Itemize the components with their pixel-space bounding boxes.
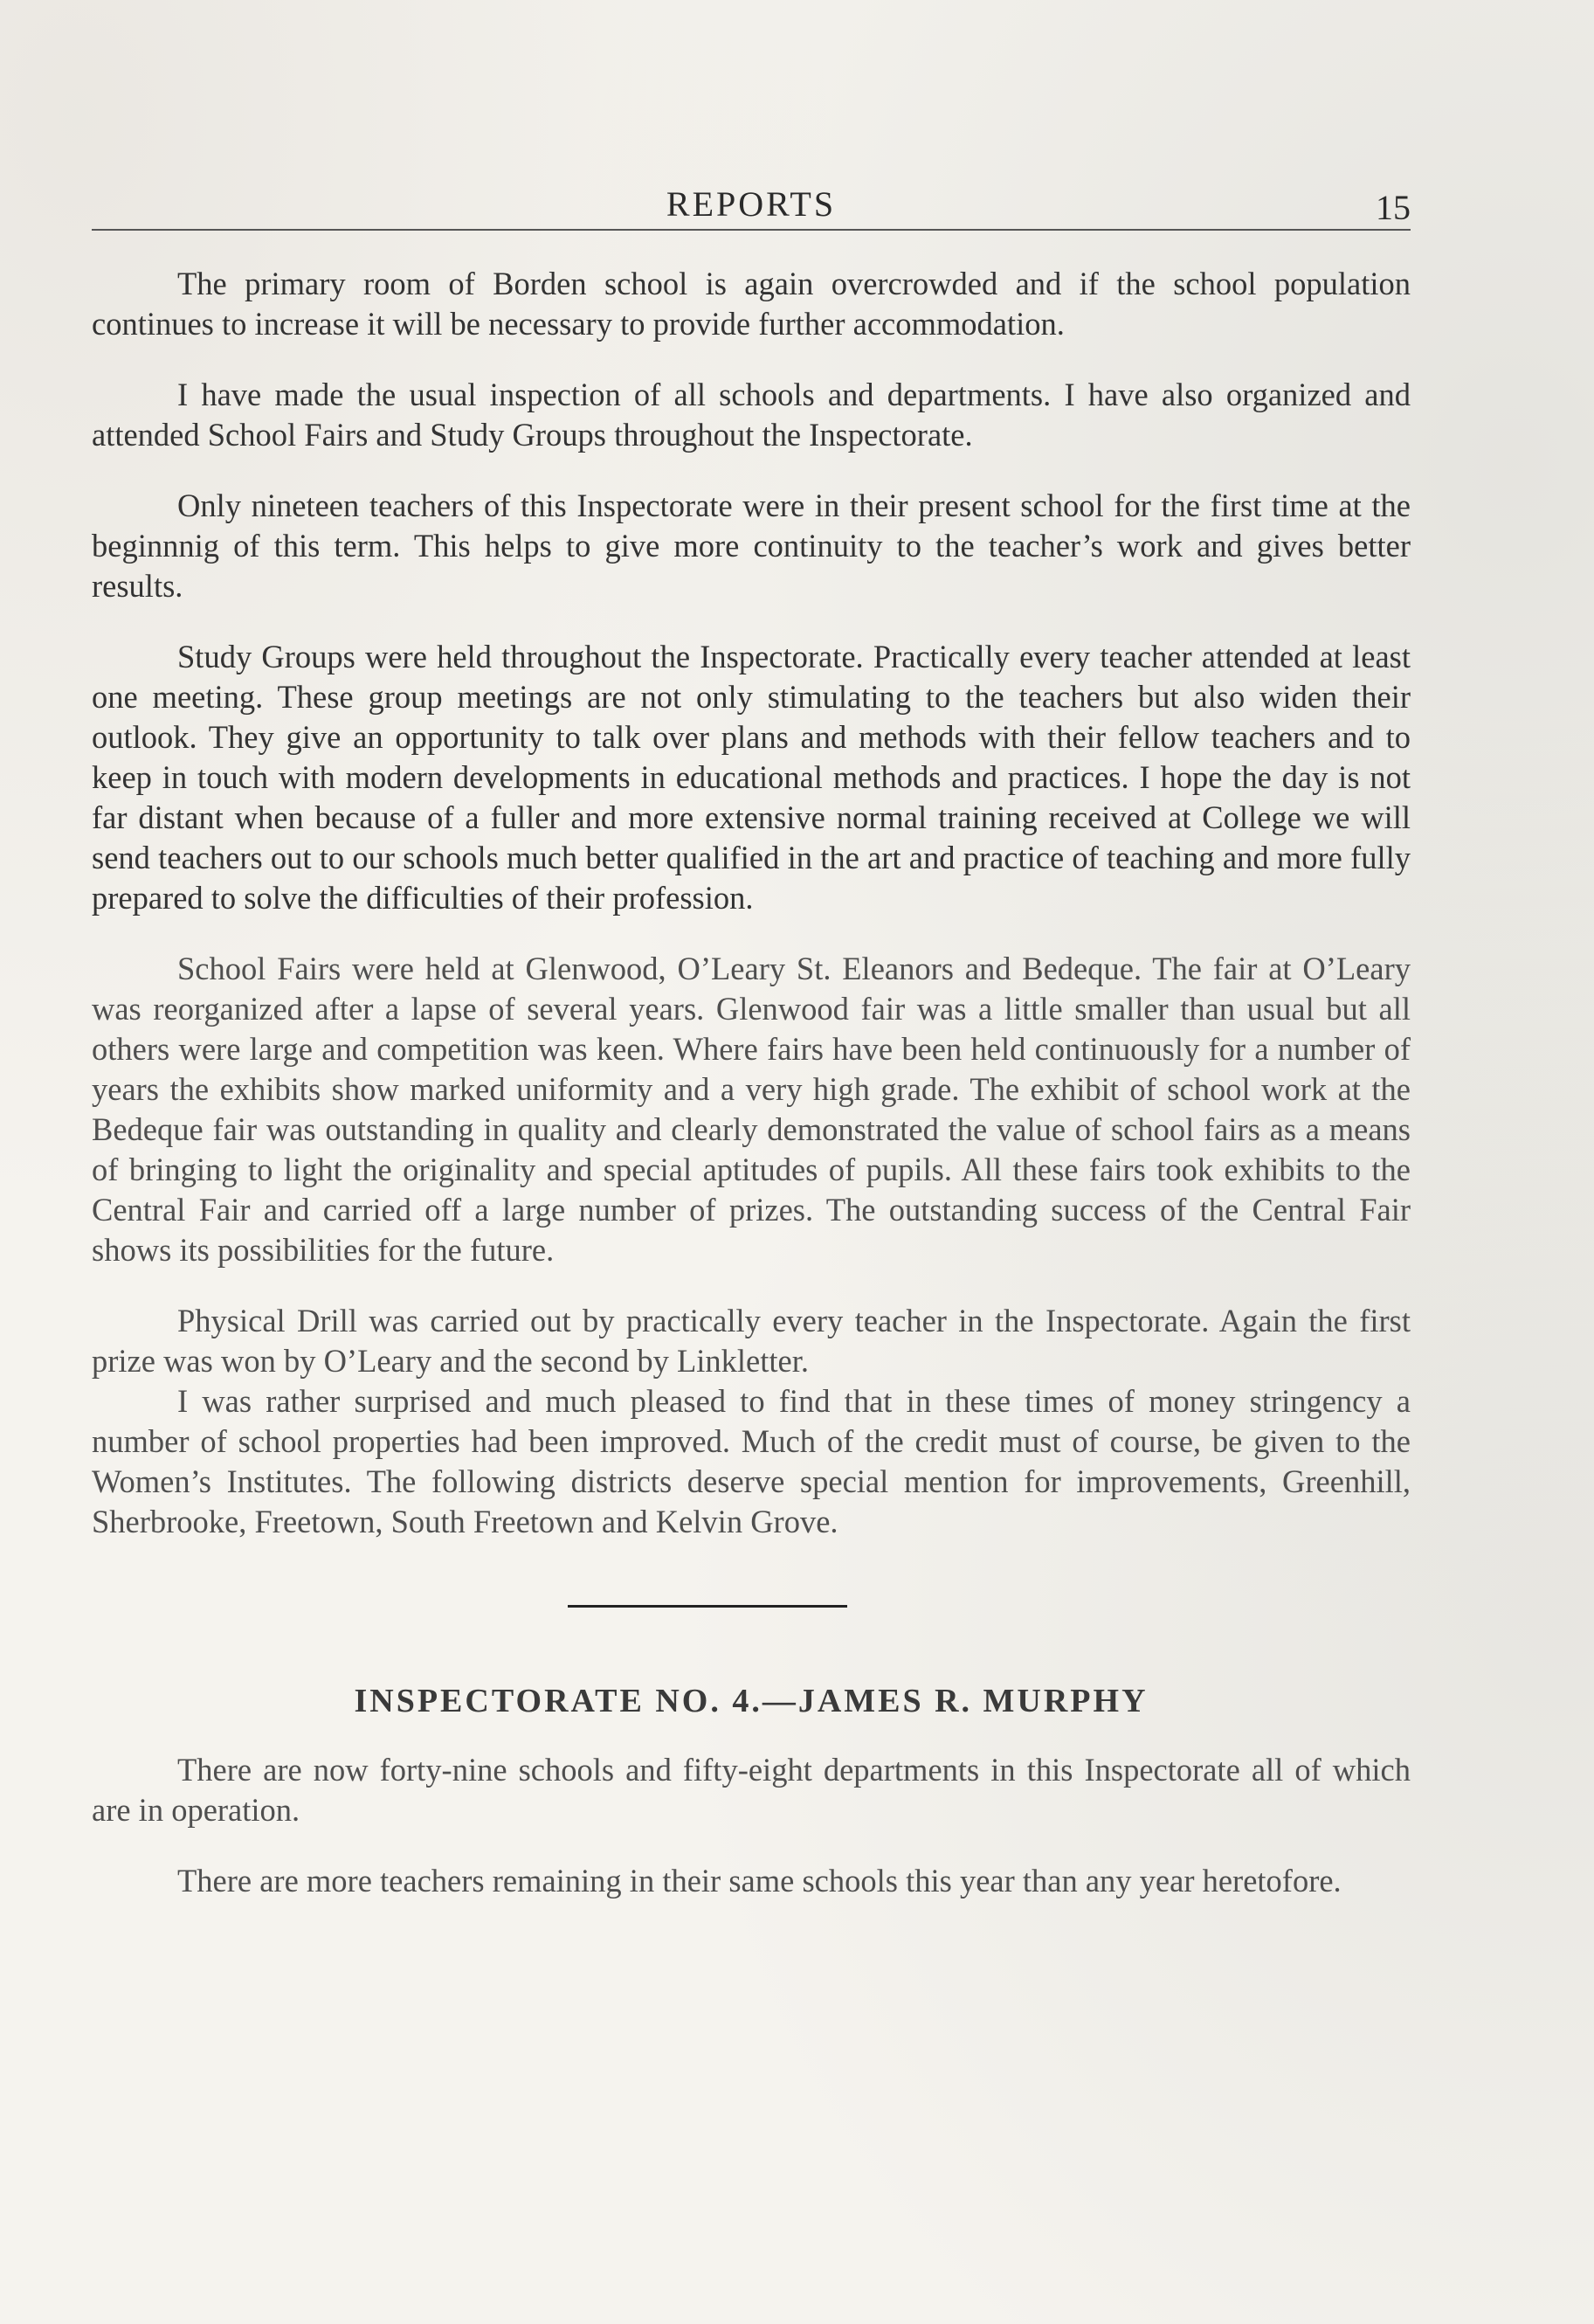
page-header	[92, 183, 1411, 232]
section-divider	[568, 1605, 847, 1608]
paragraph-teachers-remaining: There are more teachers remaining in their same schools this year than any year heretofore.	[177, 1863, 1342, 1899]
paragraph-school-properties: I was rather surprised and much pleased to find that in these times of money stringency a number of school properties had been improved. Much of the credit must of course, be given to the Women’s Institutes. The following districts deserve special mention for improvements, Greenhill, Sherbrooke, Freetown, South Freetown and Kelvin Grove.	[92, 1383, 1411, 1539]
report-body	[92, 264, 1411, 1901]
running-header-title: REPORTS	[666, 184, 837, 224]
paragraph-teachers-present-school: Only nineteen teachers of this Inspectorate were in their present school for the first time at the beginnnig of this term. This helps to give more continuity to the teacher’s work and gives better results.	[92, 488, 1411, 604]
paragraph-physical-drill: Physical Drill was carried out by practically every teacher in the Inspectorate. Again the first prize was won by O’Leary and the second by Linkletter.	[92, 1303, 1411, 1379]
paragraph-schools-count: There are now forty-nine schools and fifty-eight departments in this Inspectorate all of which are in operation.	[92, 1752, 1411, 1828]
header-rule	[92, 229, 1411, 231]
paragraph-school-fairs: School Fairs were held at Glenwood, O’Leary St. Eleanors and Bedeque. The fair at O’Leary was reorganized after a lapse of several years. Glenwood fair was a little smaller than usual but all others were large and competition was keen. Where fairs have been held continuously for a number of years the exhibits show marked uniformity and a very high grade. The exhibit of school work at the Bedeque fair was outstanding in quality and clearly demonstrated the value of school fairs as a means of bringing to light the originality and special aptitudes of pupils. All these fairs took exhibits to the Central Fair and carried off a large number of prizes. The outstanding success of the Central Fair shows its possibilities for the future.	[92, 951, 1411, 1268]
section-heading: INSPECTORATE NO. 4.—JAMES R. MURPHY	[354, 1683, 1149, 1719]
section-divider-area	[92, 1542, 1411, 1629]
paragraph-inspection: I have made the usual inspection of all schools and departments. I have also organized and attended School Fairs and Study Groups throughout the Inspectorate.	[92, 377, 1411, 453]
page-number: 15	[1376, 188, 1411, 227]
paragraph-study-groups: Study Groups were held throughout the Inspectorate. Practically every teacher attended at least one meeting. These group meetings are not only stimulating to the teachers but also widen their outlook. They give an opportunity to talk over plans and methods with their fellow teachers and to keep in touch with modern developments in educational methods and practices. I hope the day is not far distant when because of a fuller and more extensive normal training received at College we will send teachers out to our schools much better qualified in the art and practice of teaching and more fully prepared to solve the difficulties of their profession.	[92, 639, 1411, 916]
paragraph-borden-school: The primary room of Borden school is again overcrowded and if the school population continues to increase it will be necessary to provide further accommodation.	[92, 266, 1411, 342]
